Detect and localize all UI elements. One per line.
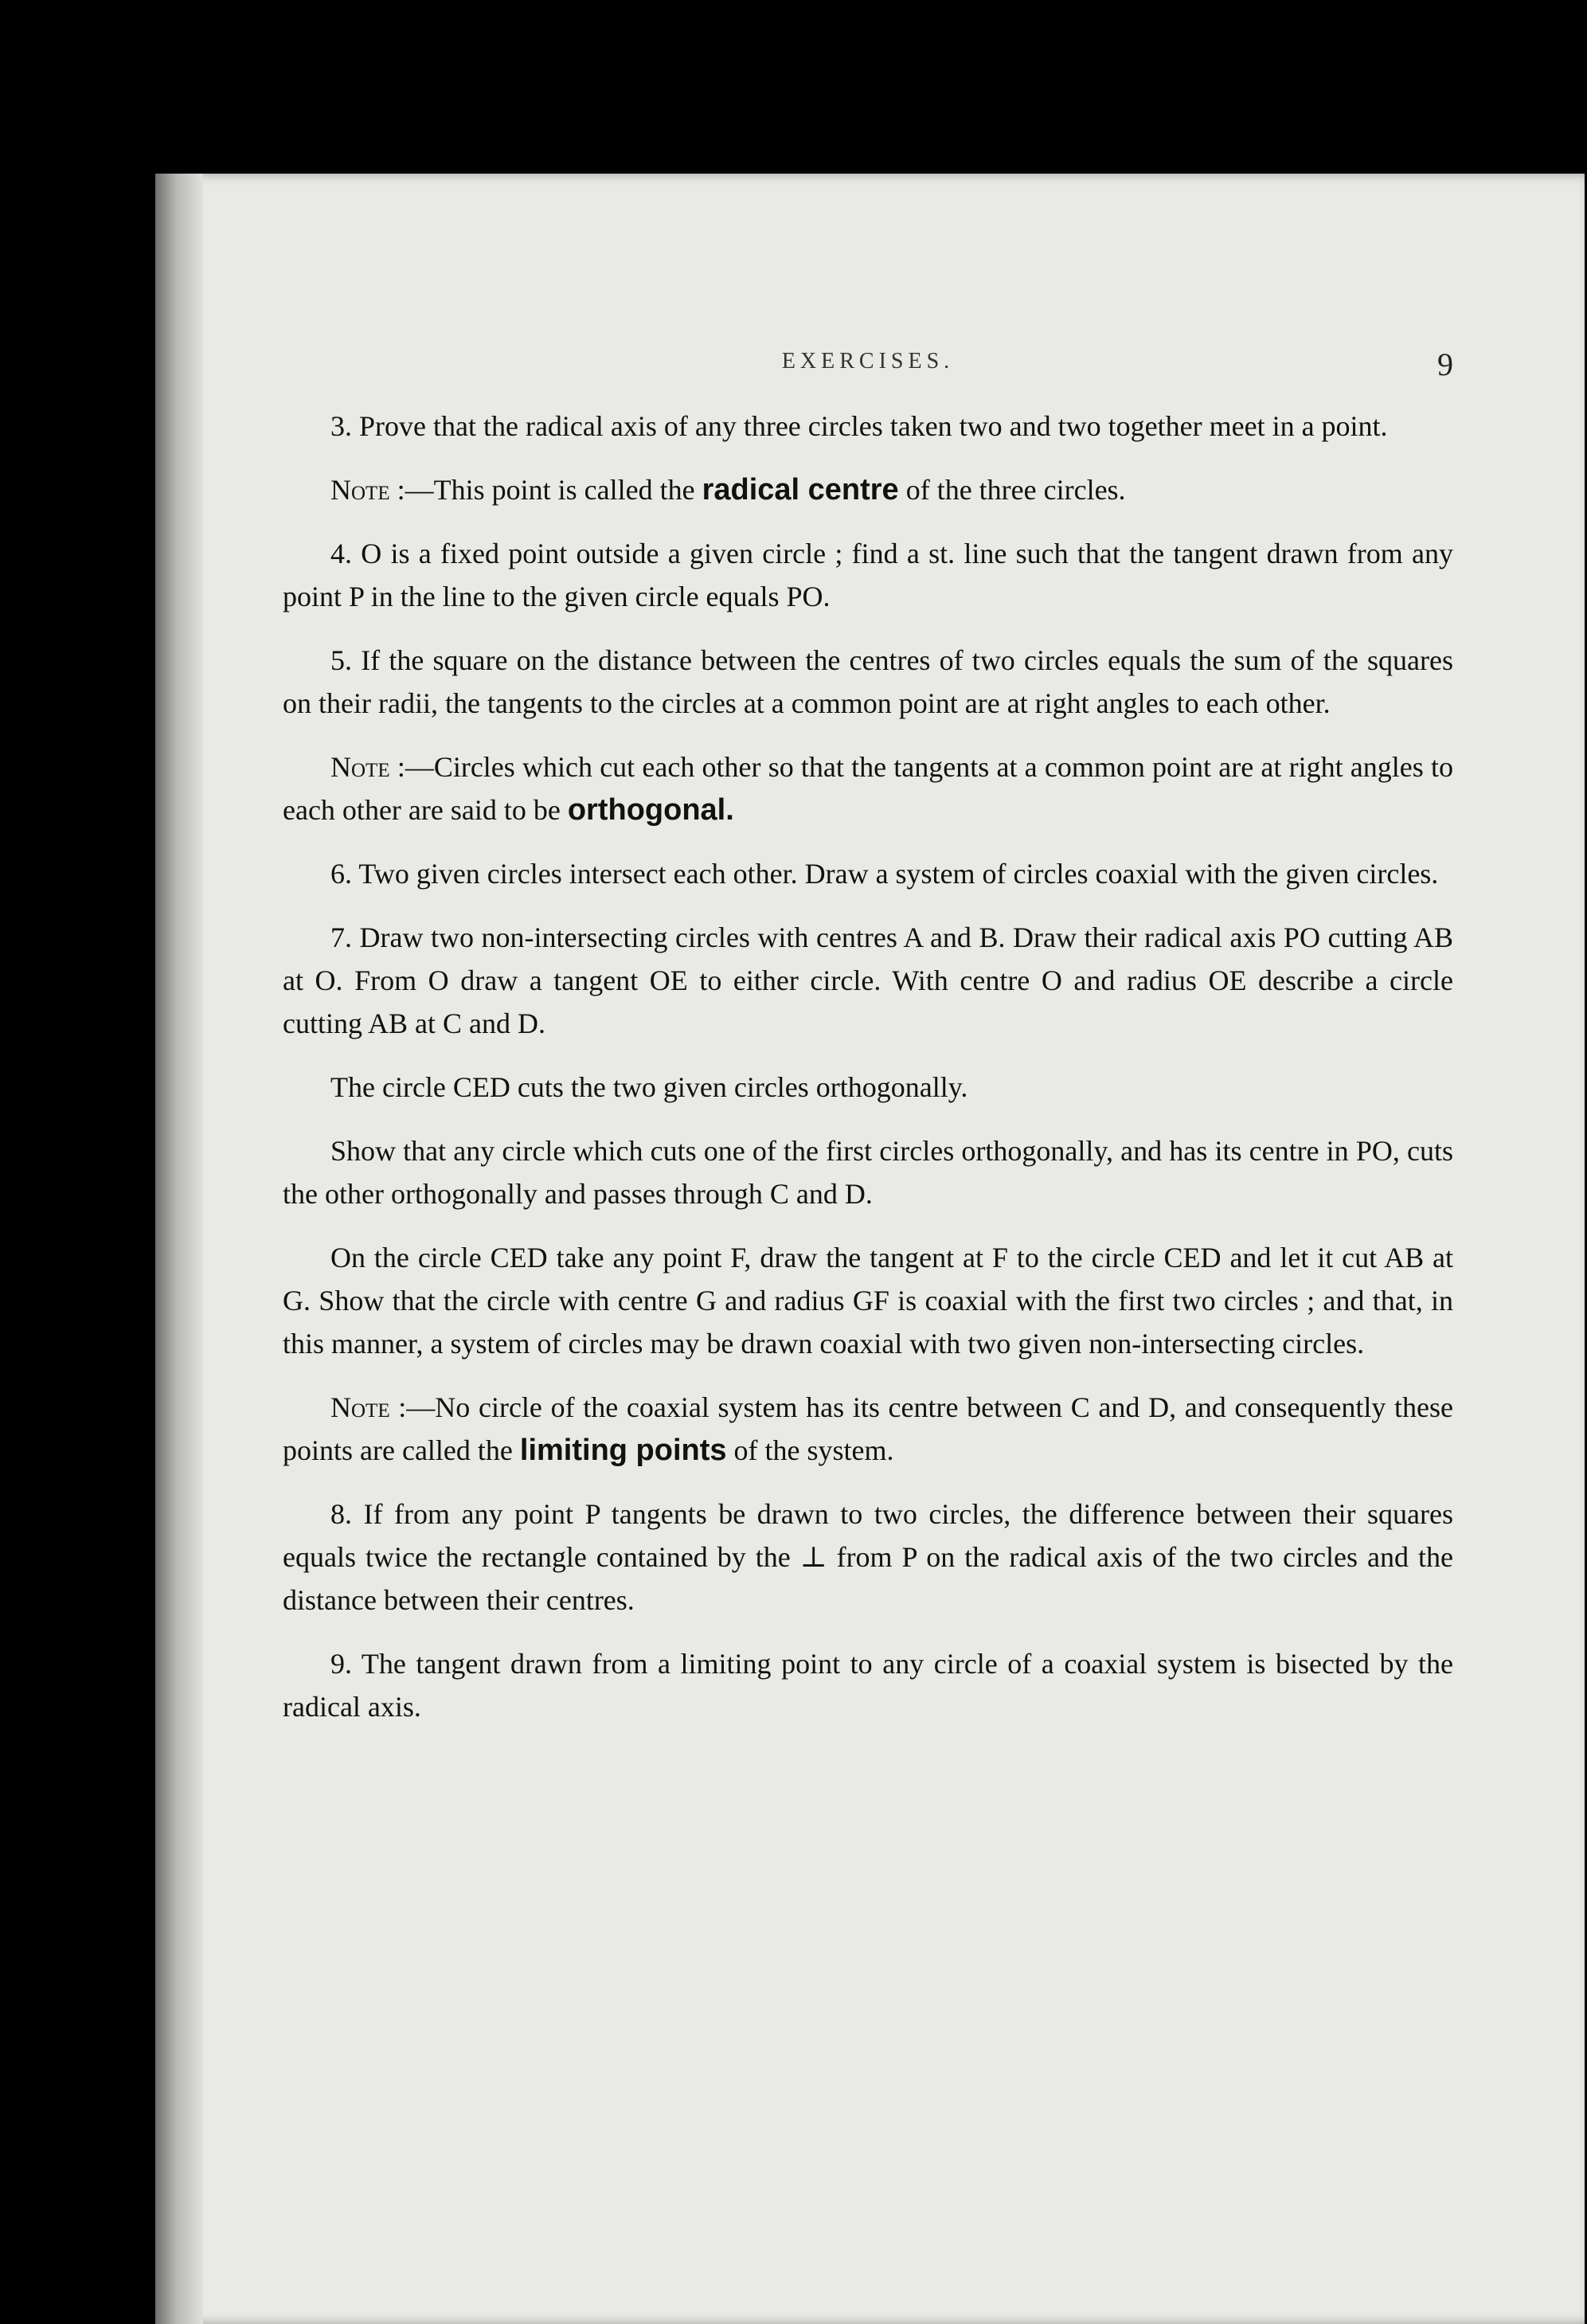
note-separator: :—: [389, 1391, 436, 1423]
page-number: 9: [1437, 346, 1453, 382]
term-orthogonal: orthogonal.: [567, 793, 734, 827]
exercise-7: 7. Draw two non-intersecting circles with centres A and B. Draw their radical axis PO cutting AB at O. From O draw a tangent OE to either circle. With centre O and radius OE describe a circle cutting AB at C and D.: [283, 921, 1453, 1039]
page-content: [283, 346, 1453, 1749]
exercise-5: 5. If the square on the distance between the centres of two circles equals the sum of the squares on their radii, the tangents to the circles at a common point are at right angles to each other.: [283, 644, 1453, 719]
term-radical-centre: radical centre: [702, 473, 899, 507]
page-header: [283, 346, 1453, 405]
note-separator: :—: [389, 474, 434, 506]
note-text: No circle of the coaxial system has its centre between C and D, and consequently these points are called the: [283, 1391, 1453, 1466]
note-text: This point is called the: [433, 474, 702, 506]
term-limiting-points: limiting points: [519, 1434, 727, 1467]
note-separator: :—: [389, 751, 434, 783]
exercise-7-construction: On the circle CED take any point F, draw the tangent at F to the circle CED and let it cut AB at G. Show that the circle with centre G and radius GF is coaxial with the first two circles ; and that, in this manner, a system of circles may be drawn coaxial with two given non-intersecting circles.: [283, 1242, 1453, 1360]
exercise-8: 8. If from any point P tangents be drawn to two circles, the difference between their squares equals twice the rectangle contained by the ⊥ from P on the radical axis of the two circles and the distance between their centres.: [283, 1498, 1453, 1616]
exercise-6: 6. Two given circles intersect each other. Draw a system of circles coaxial with the given circles.: [330, 858, 1439, 890]
book-page: [155, 174, 1585, 2324]
note-label: Note: [330, 1391, 390, 1423]
exercise-3: 3. Prove that the radical axis of any three circles taken two and two together meet in a point.: [330, 410, 1388, 442]
page-gutter-shadow: [155, 174, 203, 2324]
note-limiting-points: [283, 1386, 1453, 1472]
note-label: Note: [330, 474, 390, 506]
exercise-4: 4. O is a fixed point outside a given circle ; find a st. line such that the tangent drawn from any point P in the line to the given circle equals PO.: [283, 538, 1453, 612]
note-label: Note: [330, 751, 390, 783]
note-text: Circles which cut each other so that the tangents at a common point are at right angles to each other are said to be: [283, 751, 1453, 826]
note-orthogonal: [283, 745, 1453, 831]
note-text-end: of the three circles.: [898, 474, 1126, 506]
running-title: EXERCISES.: [781, 349, 955, 374]
exercise-7-show: Show that any circle which cuts one of the first circles orthogonally, and has its centre in PO, cuts the other orthogonally and passes through C and D.: [283, 1135, 1453, 1210]
note-text-end: of the system.: [726, 1434, 894, 1466]
exercise-7-statement: The circle CED cuts the two given circles orthogonally.: [330, 1071, 968, 1103]
exercise-9: 9. The tangent drawn from a limiting point to any circle of a coaxial system is bisected by the radical axis.: [283, 1648, 1453, 1723]
note-radical-centre: [283, 468, 1453, 511]
